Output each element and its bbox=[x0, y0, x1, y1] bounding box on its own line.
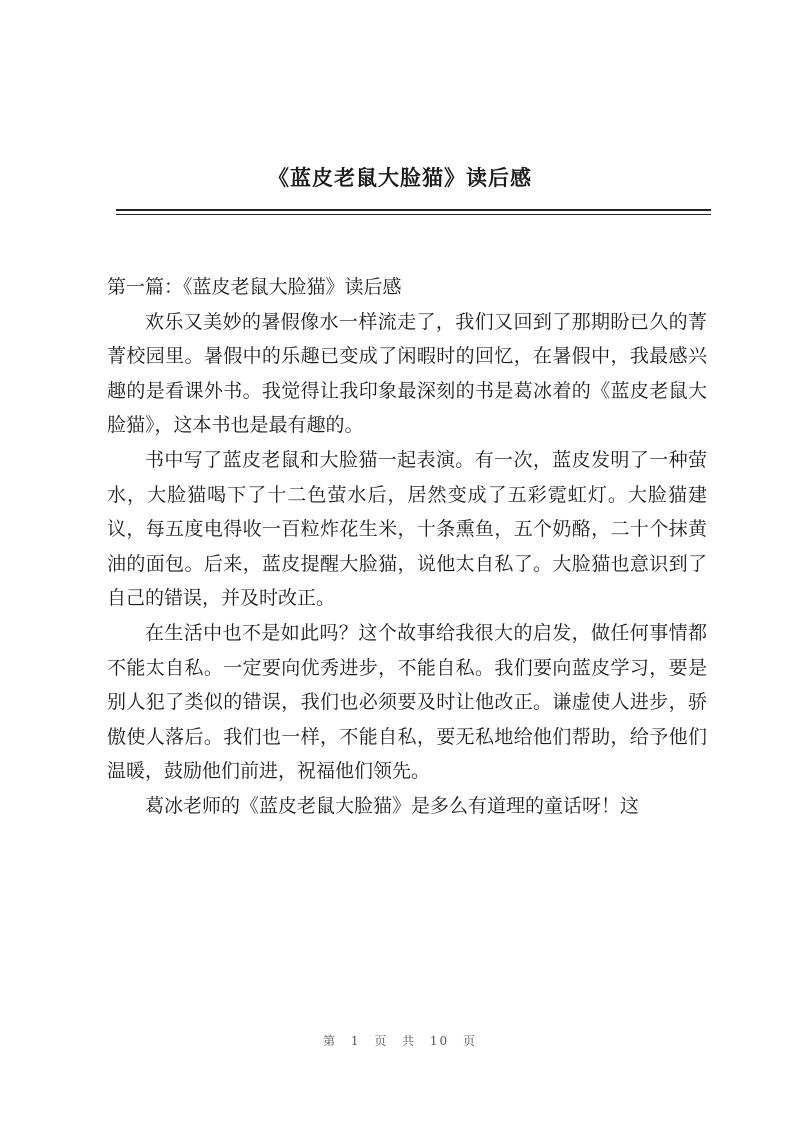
paragraph-4: 葛冰老师的《蓝皮老鼠大脸猫》是多么有道理的童话呀！这 bbox=[145, 794, 640, 817]
title-divider-thin bbox=[116, 214, 711, 215]
paragraph-1: 欢乐又美妙的暑假像水一样流走了，我们又回到了那期盼已久的菁菁校园里。暑假中的乐趣已变成了闲暇时的回忆，在暑假中，我最感兴趣的是看课外书。我觉得让我印象最深刻的书是葛冰着的《蓝皮老鼠大脸猫》，这本书也是最有趣的。 bbox=[107, 310, 707, 437]
document-body bbox=[107, 270, 707, 824]
title-divider bbox=[116, 209, 711, 211]
paragraph-2: 书中写了蓝皮老鼠和大脸猫一起表演。有一次，蓝皮发明了一种萤水，大脸猫喝下了十二色萤水后，居然变成了五彩霓虹灯。大脸猫建议，每五度电得收一百粒炸花生米，十条熏鱼，五个奶酪，二十个抹黄油的面包。后来，蓝皮提醒大脸猫，说他太自私了。大脸猫也意识到了自己的错误，并及时改正。 bbox=[107, 448, 707, 610]
paragraph-3: 在生活中也不是如此吗？这个故事给我很大的启发，做任何事情都不能太自私。一定要向优秀进步，不能自私。我们要向蓝皮学习，要是别人犯了类似的错误，我们也必须要及时让他改正。谦虚使人进步，骄傲使人落后。我们也一样，不能自私，要无私地给他们帮助，给予他们温暖，鼓励他们前进，祝福他们领先。 bbox=[107, 621, 707, 783]
page-footer: 第 1 页 共 10 页 bbox=[323, 1034, 477, 1048]
section-heading: 第一篇：《蓝皮老鼠大脸猫》读后感 bbox=[107, 276, 402, 298]
document-title: 《蓝皮老鼠大脸猫》读后感 bbox=[268, 165, 532, 190]
